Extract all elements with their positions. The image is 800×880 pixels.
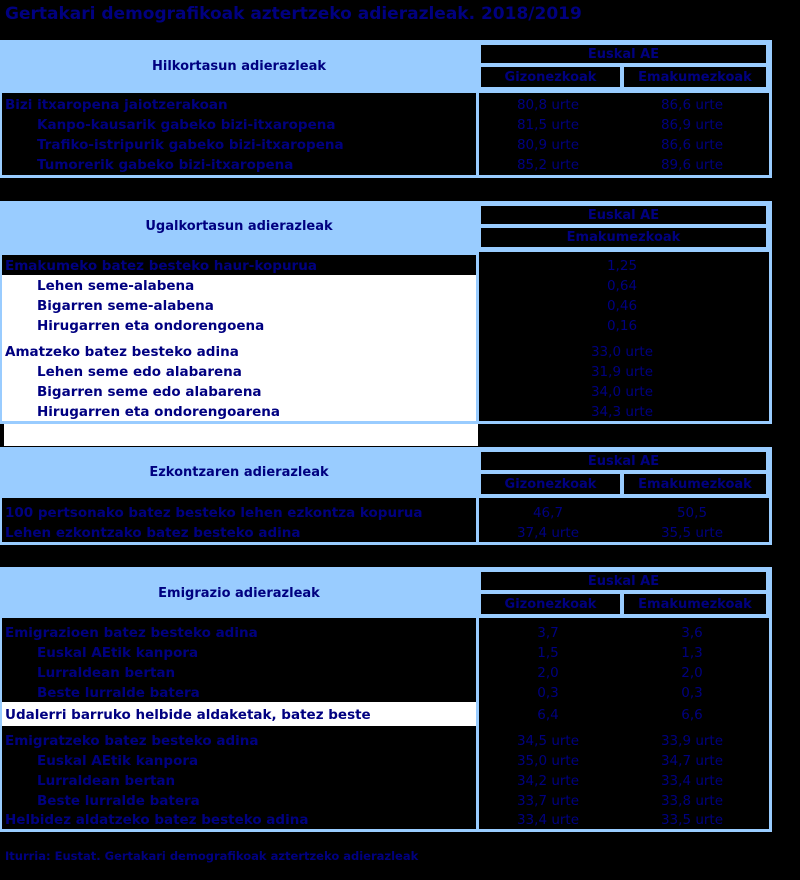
table-row: [0, 771, 772, 791]
row-label: Bigarren seme-alabena: [37, 298, 214, 314]
value-women: 86,6 urte: [660, 137, 724, 153]
page-title: Gertakari demografikoak aztertzeko adierazleak. 2018/2019: [5, 4, 582, 24]
col-header-men: Gizonezkoak: [478, 591, 623, 617]
row-label: Lehen seme-alabena: [37, 278, 195, 294]
value-women: 31,9 urte: [590, 364, 654, 380]
table-row: [0, 155, 772, 175]
mortality-header: Hilkortasun adierazleak: [0, 40, 478, 92]
table-row: [0, 683, 772, 703]
row-label: Beste lurralde batera: [37, 793, 200, 809]
row-label: Emigratzeko batez besteko adina: [5, 733, 259, 749]
value-women: 0,16: [606, 318, 638, 334]
table-row: [0, 256, 772, 276]
spacer-row: [2, 424, 478, 446]
table-row: [0, 382, 772, 402]
row-label: Lehen ezkontzako batez besteko adina: [5, 525, 301, 541]
value-women: 86,6 urte: [660, 97, 724, 113]
value-men: 33,4 urte: [516, 812, 580, 828]
value-men: 3,7: [537, 625, 559, 641]
value-women: 1,3: [681, 645, 703, 661]
value-men: 46,7: [532, 505, 564, 521]
value-women: 0,64: [606, 278, 638, 294]
value-women: 33,0 urte: [590, 344, 654, 360]
divider: [0, 175, 772, 178]
table-row: [0, 342, 772, 362]
row-label: Emigrazioen batez besteko adina: [5, 625, 258, 641]
row-label: Euskal AEtik kanpora: [37, 753, 199, 769]
value-men: 33,7 urte: [516, 793, 580, 809]
row-label: Udalerri barruko helbide aldaketak, batez beste: [5, 707, 371, 723]
row-label: Trafiko-istripurik gabeko bizi-itxaropena: [37, 137, 344, 153]
row-label: Helbidez aldatzeko batez besteko adina: [5, 812, 309, 828]
table-row: [0, 503, 772, 523]
value-women: 2,0: [681, 665, 703, 681]
row-label: Lurraldean bertan: [37, 665, 176, 681]
value-women: 6,6: [681, 707, 703, 723]
region-header: Euskal AE: [478, 42, 769, 66]
region-header: Euskal AE: [478, 569, 769, 593]
row-label: 100 pertsonako batez besteko lehen ezkontza kopurua: [5, 505, 423, 521]
col-header-women: Emakumezkoak: [478, 225, 769, 250]
table-row: [0, 810, 772, 830]
source-note: Iturria: Eustat. Gertakari demografikoak aztertzeko adierazleak: [5, 849, 419, 863]
table-row: [0, 316, 772, 336]
row-label: Bizi itxaropena jaiotzerakoan: [5, 97, 228, 113]
row-label: Lehen seme edo alabarena: [37, 364, 242, 380]
region-header: Euskal AE: [478, 449, 769, 473]
col-header-women: Emakumezkoak: [621, 64, 769, 90]
table-row: [0, 362, 772, 382]
value-men: 1,5: [537, 645, 559, 661]
table-row: [0, 663, 772, 683]
row-label: Lurraldean bertan: [37, 773, 176, 789]
table-row: [0, 791, 772, 811]
table-row: [0, 95, 772, 115]
row-label: Bigarren seme edo alabarena: [37, 384, 262, 400]
value-women: 33,4 urte: [660, 773, 724, 789]
table-row: [0, 523, 772, 543]
table-row: [0, 276, 772, 296]
value-men: 35,0 urte: [516, 753, 580, 769]
value-women: 34,3 urte: [590, 404, 654, 420]
value-men: 2,0: [537, 665, 559, 681]
value-men: 80,8 urte: [516, 97, 580, 113]
fertility-header: Ugalkortasun adierazleak: [145, 218, 333, 234]
value-men: 37,4 urte: [516, 525, 580, 541]
table-row: [0, 402, 772, 422]
value-men: 85,2 urte: [516, 157, 580, 173]
table-row: [0, 115, 772, 135]
value-men: 34,5 urte: [516, 733, 580, 749]
value-men: 80,9 urte: [516, 137, 580, 153]
table-row: [0, 751, 772, 771]
value-women: 33,8 urte: [660, 793, 724, 809]
emigration-header: Emigrazio adierazleak: [158, 585, 320, 601]
marriage-header: Ezkontzaren adierazleak: [149, 464, 329, 480]
table-row: [0, 643, 772, 663]
col-header-women: Emakumezkoak: [621, 471, 769, 497]
value-men: 6,4: [537, 707, 559, 723]
row-label: Hirugarren eta ondorengoarena: [37, 404, 280, 420]
table-row: [0, 296, 772, 316]
value-men: 34,2 urte: [516, 773, 580, 789]
value-men: 0,3: [537, 685, 559, 701]
table-row: [0, 731, 772, 751]
value-women: 50,5: [676, 505, 708, 521]
value-men: 81,5 urte: [516, 117, 580, 133]
col-header-men: Gizonezkoak: [478, 471, 623, 497]
col-header-women: Emakumezkoak: [621, 591, 769, 617]
row-label: Emakumeko batez besteko haur-kopurua: [5, 258, 317, 274]
value-women: 35,5 urte: [660, 525, 724, 541]
value-women: 34,0 urte: [590, 384, 654, 400]
region-header: Euskal AE: [478, 203, 769, 227]
row-label: Beste lurralde batera: [37, 685, 200, 701]
col-header-men: Gizonezkoak: [478, 64, 623, 90]
table-row: [0, 705, 772, 725]
row-label: Hirugarren eta ondorengoena: [37, 318, 265, 334]
table-row: [0, 623, 772, 643]
table-row: [0, 135, 772, 155]
row-label: Tumorerik gabeko bizi-itxaropena: [37, 157, 294, 173]
value-women: 33,9 urte: [660, 733, 724, 749]
row-label: Amatzeko batez besteko adina: [5, 344, 239, 360]
value-women: 0,46: [606, 298, 638, 314]
value-women: 33,5 urte: [660, 812, 724, 828]
value-women: 86,9 urte: [660, 117, 724, 133]
value-women: 1,25: [606, 258, 638, 274]
row-label: Euskal AEtik kanpora: [37, 645, 199, 661]
value-women: 89,6 urte: [660, 157, 724, 173]
row-label: Kanpo-kausarik gabeko bizi-itxaropena: [37, 117, 336, 133]
value-women: 3,6: [681, 625, 703, 641]
value-women: 34,7 urte: [660, 753, 724, 769]
value-women: 0,3: [681, 685, 703, 701]
